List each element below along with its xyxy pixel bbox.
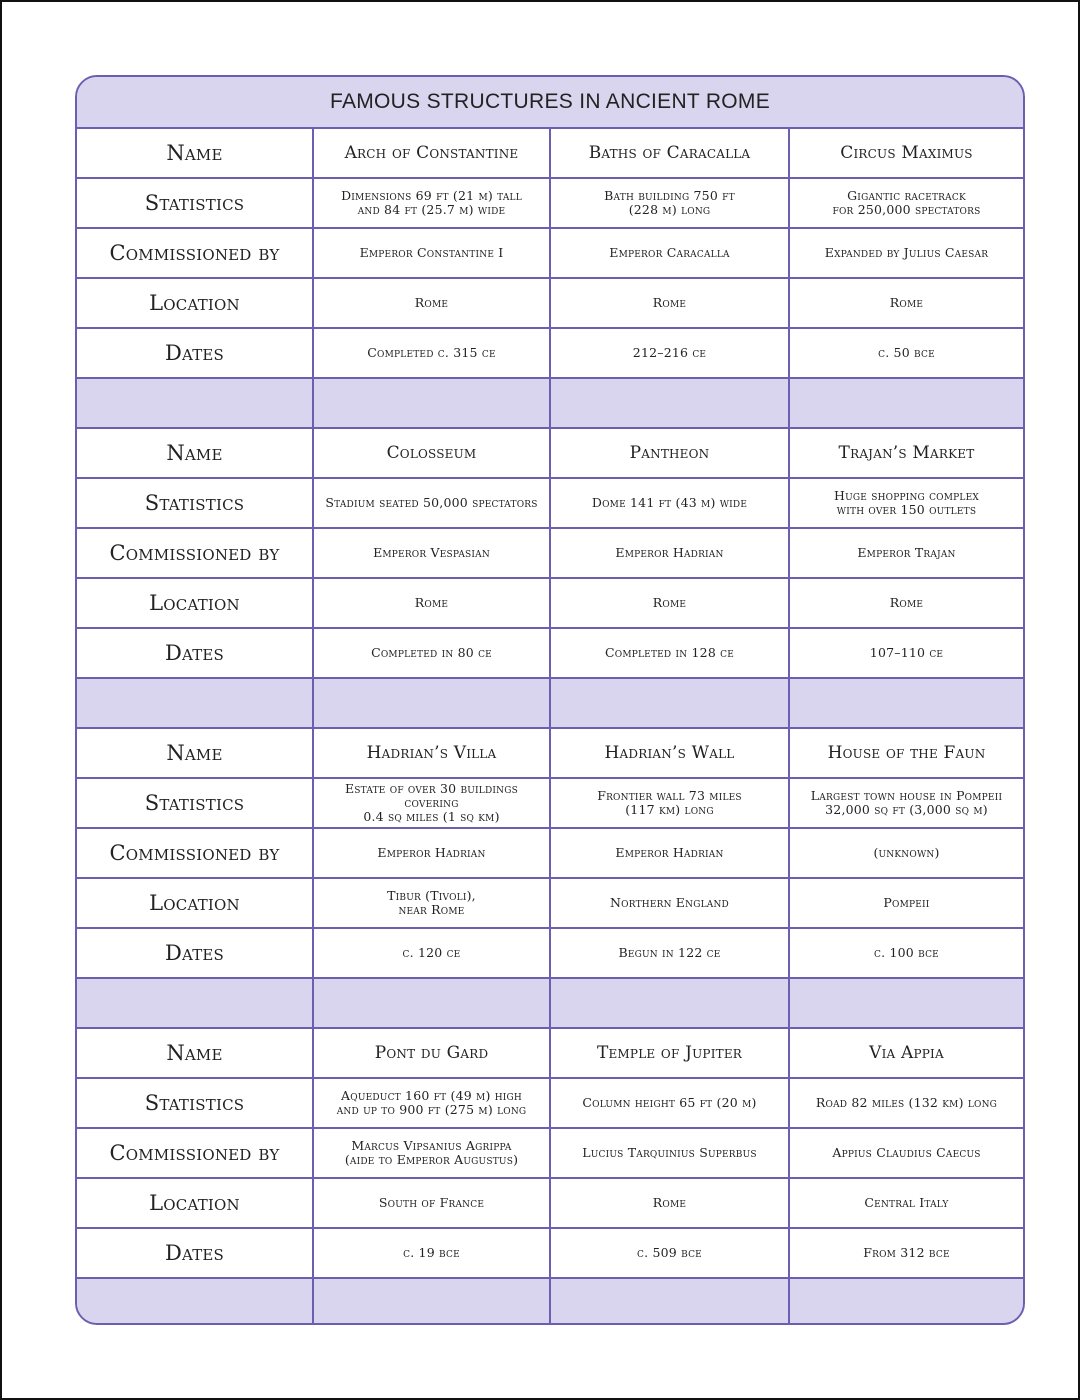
structure-location: Rome — [550, 578, 789, 628]
row-commissioned-by — [77, 1128, 1023, 1178]
separator-cell — [77, 678, 313, 728]
group-separator — [77, 1278, 1023, 1325]
row-label-commissioned-by: Commissioned by — [77, 828, 313, 878]
row-label-name: Name — [77, 728, 313, 778]
structure-dates: c. 509 bce — [550, 1228, 789, 1278]
row-commissioned-by — [77, 228, 1023, 278]
row-label-location: Location — [77, 878, 313, 928]
row-label-location: Location — [77, 1178, 313, 1228]
row-name — [77, 1028, 1023, 1078]
structure-dates: c. 50 bce — [789, 328, 1023, 378]
structure-statistics: Bath building 750 ft (228 m) long — [550, 178, 789, 228]
structure-dates: Completed c. 315 ce — [313, 328, 550, 378]
structure-name: House of the Faun — [789, 728, 1023, 778]
row-label-name: Name — [77, 428, 313, 478]
row-label-statistics: Statistics — [77, 778, 313, 828]
structure-statistics: Aqueduct 160 ft (49 m) high and up to 900 ft (275 m) long — [313, 1078, 550, 1128]
structure-commissioned-by: Emperor Hadrian — [550, 828, 789, 878]
structure-location: South of France — [313, 1178, 550, 1228]
structure-dates: c. 120 ce — [313, 928, 550, 978]
structure-commissioned-by: Expanded by Julius Caesar — [789, 228, 1023, 278]
group-separator — [77, 678, 1023, 728]
structure-name: Arch of Constantine — [313, 129, 550, 178]
structure-name: Circus Maximus — [789, 129, 1023, 178]
separator-cell — [789, 1278, 1023, 1325]
row-location — [77, 278, 1023, 328]
structure-statistics: Gigantic racetrack for 250,000 spectators — [789, 178, 1023, 228]
structure-dates: 107–110 ce — [789, 628, 1023, 678]
structure-name: Hadrian’s Villa — [313, 728, 550, 778]
structure-location: Tibur (Tivoli), near Rome — [313, 878, 550, 928]
structure-statistics: Estate of over 30 buildings covering 0.4 sq miles (1 sq km) — [313, 778, 550, 828]
structure-name: Pont du Gard — [313, 1028, 550, 1078]
group-separator — [77, 378, 1023, 428]
structure-statistics: Largest town house in Pompeii 32,000 sq ft (3,000 sq m) — [789, 778, 1023, 828]
structure-commissioned-by: Appius Claudius Caecus — [789, 1128, 1023, 1178]
row-label-statistics: Statistics — [77, 1078, 313, 1128]
structure-commissioned-by: Emperor Vespasian — [313, 528, 550, 578]
group-separator — [77, 978, 1023, 1028]
separator-cell — [550, 978, 789, 1028]
row-label-dates: Dates — [77, 1228, 313, 1278]
structure-commissioned-by: Emperor Constantine I — [313, 228, 550, 278]
structure-commissioned-by: Emperor Caracalla — [550, 228, 789, 278]
row-label-statistics: Statistics — [77, 178, 313, 228]
structure-statistics: Dome 141 ft (43 m) wide — [550, 478, 789, 528]
structure-location: Central Italy — [789, 1178, 1023, 1228]
structure-location: Rome — [550, 278, 789, 328]
structure-dates: 212–216 ce — [550, 328, 789, 378]
structure-statistics: Frontier wall 73 miles (117 km) long — [550, 778, 789, 828]
structure-commissioned-by: Emperor Trajan — [789, 528, 1023, 578]
row-commissioned-by — [77, 528, 1023, 578]
structure-location: Rome — [789, 578, 1023, 628]
separator-cell — [77, 1278, 313, 1325]
structure-location: Rome — [313, 278, 550, 328]
row-dates — [77, 628, 1023, 678]
structure-commissioned-by: (unknown) — [789, 828, 1023, 878]
row-label-commissioned-by: Commissioned by — [77, 228, 313, 278]
structure-dates: From 312 bce — [789, 1228, 1023, 1278]
structure-location: Northern England — [550, 878, 789, 928]
structure-dates: Completed in 80 ce — [313, 628, 550, 678]
structure-statistics: Stadium seated 50,000 spectators — [313, 478, 550, 528]
row-dates — [77, 1228, 1023, 1278]
row-statistics — [77, 478, 1023, 528]
structure-statistics: Column height 65 ft (20 m) — [550, 1078, 789, 1128]
structure-location: Rome — [550, 1178, 789, 1228]
structures-grid — [77, 129, 1023, 1325]
separator-cell — [313, 378, 550, 428]
structure-commissioned-by: Emperor Hadrian — [550, 528, 789, 578]
structure-name: Temple of Jupiter — [550, 1028, 789, 1078]
row-name — [77, 428, 1023, 478]
row-label-commissioned-by: Commissioned by — [77, 1128, 313, 1178]
structure-location: Pompeii — [789, 878, 1023, 928]
separator-cell — [313, 1278, 550, 1325]
structure-name: Via Appia — [789, 1028, 1023, 1078]
structure-dates: c. 19 bce — [313, 1228, 550, 1278]
structure-commissioned-by: Lucius Tarquinius Superbus — [550, 1128, 789, 1178]
separator-cell — [77, 378, 313, 428]
separator-cell — [550, 1278, 789, 1325]
row-label-commissioned-by: Commissioned by — [77, 528, 313, 578]
separator-cell — [550, 678, 789, 728]
separator-cell — [789, 678, 1023, 728]
structure-name: Colosseum — [313, 428, 550, 478]
structure-commissioned-by: Emperor Hadrian — [313, 828, 550, 878]
structures-table — [75, 75, 1025, 1325]
structure-statistics: Huge shopping complex with over 150 outlets — [789, 478, 1023, 528]
separator-cell — [789, 978, 1023, 1028]
structure-commissioned-by: Marcus Vipsanius Agrippa (aide to Emperor Augustus) — [313, 1128, 550, 1178]
separator-cell — [789, 378, 1023, 428]
structure-location: Rome — [789, 278, 1023, 328]
structure-dates: Begun in 122 ce — [550, 928, 789, 978]
table-title: FAMOUS STRUCTURES IN ANCIENT ROME — [77, 77, 1023, 129]
row-label-dates: Dates — [77, 628, 313, 678]
row-dates — [77, 328, 1023, 378]
row-name — [77, 728, 1023, 778]
row-statistics — [77, 778, 1023, 828]
row-label-name: Name — [77, 129, 313, 178]
row-label-statistics: Statistics — [77, 478, 313, 528]
separator-cell — [77, 978, 313, 1028]
row-location — [77, 1178, 1023, 1228]
row-statistics — [77, 178, 1023, 228]
structure-dates: Completed in 128 ce — [550, 628, 789, 678]
structure-statistics: Dimensions 69 ft (21 m) tall and 84 ft (25.7 m) wide — [313, 178, 550, 228]
separator-cell — [313, 978, 550, 1028]
structure-dates: c. 100 bce — [789, 928, 1023, 978]
row-commissioned-by — [77, 828, 1023, 878]
structure-name: Trajan’s Market — [789, 428, 1023, 478]
row-label-location: Location — [77, 278, 313, 328]
separator-cell — [550, 378, 789, 428]
row-name — [77, 129, 1023, 178]
structure-name: Baths of Caracalla — [550, 129, 789, 178]
row-label-dates: Dates — [77, 928, 313, 978]
structure-name: Pantheon — [550, 428, 789, 478]
row-location — [77, 878, 1023, 928]
separator-cell — [313, 678, 550, 728]
row-statistics — [77, 1078, 1023, 1128]
row-dates — [77, 928, 1023, 978]
row-label-name: Name — [77, 1028, 313, 1078]
structure-location: Rome — [313, 578, 550, 628]
row-label-dates: Dates — [77, 328, 313, 378]
structure-statistics: Road 82 miles (132 km) long — [789, 1078, 1023, 1128]
structure-name: Hadrian’s Wall — [550, 728, 789, 778]
row-label-location: Location — [77, 578, 313, 628]
row-location — [77, 578, 1023, 628]
